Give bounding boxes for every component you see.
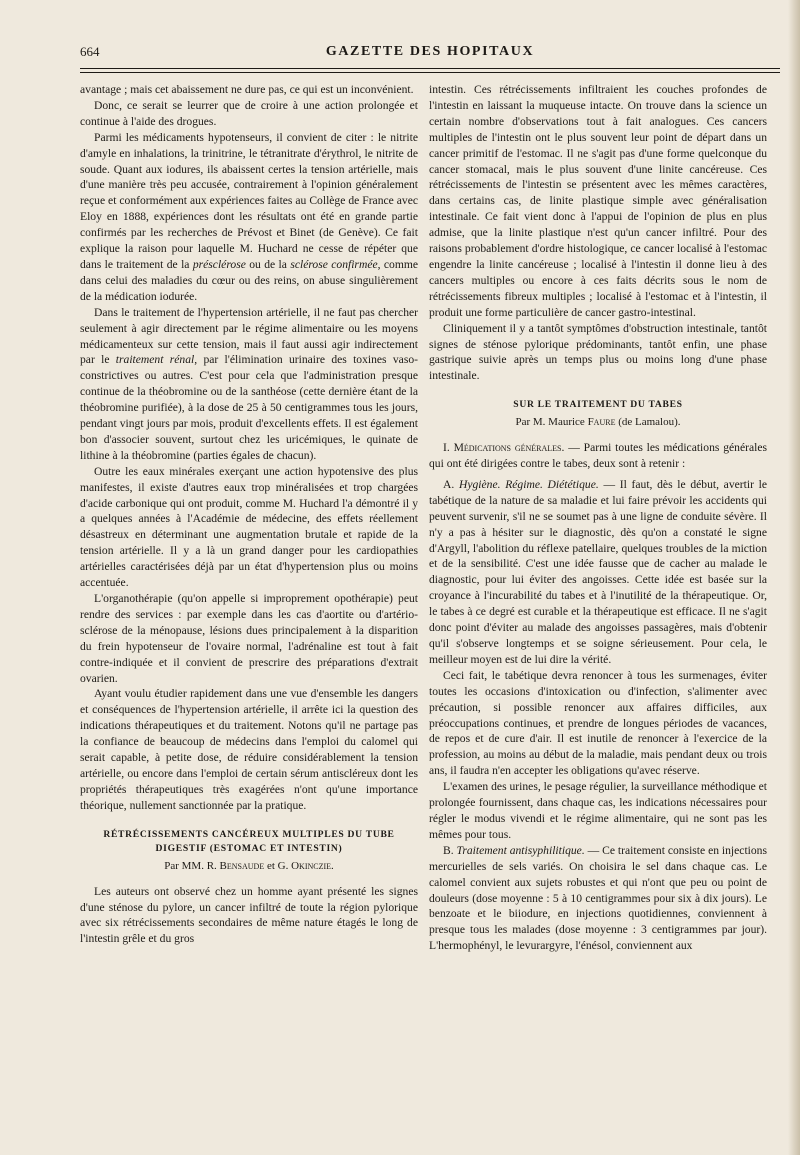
section-authors [80,859,418,875]
text-run: — Parmi toutes les médications générales qui ont été dirigées contre le tabes, deux sont à retenir : [429,441,767,471]
header-rule-thin [80,72,780,73]
paragraph [429,843,767,954]
paragraph: Ceci fait, le tabétique devra renoncer à tous les surmenages, éviter toutes les occasions d'intoxication ou d'infection, s'alimenter avec précaution, si possible renoncer aux affaires difficiles, aux préoccupations continues, et prendre de longues périodes de vacances, de repos et de cure d'air. Il est inutile de renoncer à l'exercice de la profession, au moins au début de la maladie, mais pendant deux ou trois ans, il faudra n'en accepter les obligations qu'avec réserve. [429,668,767,778]
section-title: SUR LE TRAITEMENT DU TABES [513,399,683,411]
section-authors [429,415,767,431]
left-column [80,82,418,1142]
italic-term: présclérose [192,257,246,271]
text-run: Parmi les médicaments hypotenseurs, il convient de citer : le nitrite d'amyle en inhalations, la trinitrine, le tétranitrate d'érythrol, le nitrite de soude. Quant aux iodures, ils abaissent certes la tension artérielle, mais d'une manière très peu accusée, contrairement à l'opinion généralement reçue et conformément aux expériences faites au Collège de France avec Eloy en 1888, expériences dont les résultats ont été en grande partie confirmés par les recherches de Prévost et Binet (de Genève). Ce fait explique la raison pour laquelle M. Huchard ne cesse de répéter que dans le traitement de la [80,130,418,271]
italic-term: traitement rénal [115,353,195,367]
paragraph: Outre les eaux minérales exerçant une action hypotensive des plus manifestes, il existe d'autres eaux trop minéralisées et trop chargées d'acide carbonique qui ont produit, comme M. Huchard l'a démontré il y a quelques années à l'Académie de médecine, des effets réellement désastreux en déterminant une augmentation brutale et rapide de la tension artérielle. Il y a là un grand danger pour les cardiopathies artérielles caractérisées déjà par un état d'hypertension plus ou moins accentuée. [80,464,418,590]
header-rule-thick [80,68,780,69]
paragraph: Donc, ce serait se leurrer que de croire à une action prolongée et continue à l'aide des drogues. [80,98,418,128]
text-run: B. [443,843,454,857]
subsection-heading: I. Médications générales. [443,441,565,455]
italic-term: sclérose confirmée [290,257,378,271]
paragraph: intestin. Ces rétrécissements infiltraient les couches profondes de l'intestin en laissant la muqueuse intacte. On trouve dans la science un certain nombre d'observations tout à fait analogues. Ces cancers multiples de l'intestin ont le plus souvent leur point de départ dans un cancer primitif de l'estomac. Il ne s'agit pas d'une forme quelconque du cancer stomacal, mais le plus souvent d'une linite cancéreuse. Ces rétrécissements de l'intestin se présentent avec les mêmes caractères, dans certains cas, de linite plastique simple avec généralisation intestinale. Ce fait vient donc à l'appui de l'opinion de plus en plus admise, que la linite plastique n'est qu'un cancer infiltré. Pour des raisons probablement d'ordre histologique, ce cancer localisé à l'estomac engendre la linite cancéreuse ; localisé à l'intestin il donne lieu à des cancers multiples ou encore à ces faits décrits sous le nom de rétrécissements fibreux multiples ; localisé à l'estomac et à l'intestin, il produit une forme particulière de cancer gastro-intestinal. [429,83,767,319]
author-name: Faure [587,416,616,429]
paragraph [429,477,767,668]
paragraph [80,130,418,305]
paragraph: Cliniquement il y a tantôt symptômes d'obstruction intestinale, tantôt signes de sténose pylorique prédominants, tantôt enfin, une phase gastrique suivie après un temps plus ou moins long d'une phase intestinale. [429,321,767,383]
text-run: ou de la [249,257,287,271]
text-run: , par l'élimination urinaire des toxines vaso-constrictives ou autres. C'est pour cela que l'administration presque continue de la théobromine ou de la santhéose (cette dernière étant de la théobromine purifiée), à la dose de 25 à 50 centigrammes tous les jours, pendant vingt jours par mois, produit d'excellents effets. Il est également bon d'associer souvent, surtout chez les uricémiques, le quinate de lithine à la théobromine (parties égales de chacun). [80,353,418,462]
journal-title: GAZETTE DES HOPITAUX [325,44,535,59]
paragraph: L'organothérapie (qu'on appelle si improprement opothérapie) peut rendre des services : par exemple dans les cas d'aortite ou d'artério-sclérose de la ménopause, lésions dues principalement à la disparition du frein hypotenseur de l'ovaire normal, l'adrénaline est tout à fait contre-indiquée et il convient de prescrire des préparations d'extrait ovarien. [80,592,418,685]
paragraph: Les auteurs ont observé chez un homme ayant présenté les signes d'une sténose du pylore, un cancer infiltré de toute la région pylorique avec six rétrécissements secondaires de même nature étagés le long de l'intestin grêle et du gros [80,884,418,946]
paragraph: avantage ; mais cet abaissement ne dure pas, ce qui est un inconvénient. [80,83,414,96]
text-run: Par MM. R. [164,859,217,872]
text-run: — Il faut, dès le début, avertir le tabétique de la nature de sa maladie et lui faire prévoir les accidents qui peuvent survenir, s'il ne se soumet pas à une ligne de conduite sévère. Il n'y a pas à hésiter sur le diagnostic, dès qu'on a constaté le signe d'Argyll, l'abolition du réflexe patellaire, quelques troubles de la miction et de la sensibilité. C'est une idée fausse que de cacher au malade le diagnostic, pour lui éviter des angoisses. Cette idée est basée sur la croyance à l'incurabilité du tabes et à l'inutilité de la thérapeutique. Or, le tabes à ce degré est curable et la thérapeutique est efficace. Il ne s'agit donc point d'éviter au malade des angoisses passagères, mais d'obtenir qu'il s'observe longtemps et se soigne sérieusement. Pour cela, le meilleur moyen est de lui dire la vérité. [429,477,767,666]
paragraph: L'examen des urines, le pesage régulier, la surveillance méthodique et prolongée fournissent, dans chaque cas, les indications nécessaires pour régler le modus vivendi et le régime alimentaire, qui ne sont pas les mêmes pour tous. [429,780,767,841]
right-column [429,82,767,1142]
page-number: 664 [80,44,100,59]
author-name: Bensaude [219,859,265,872]
text-run: — Ce traitement consiste en injections mercurielles de sels variés. On choisira le sel dans chaque cas. Le calomel convient aux sujets robustes et qui n'ont que peu ou point de douleurs (dose moyenne : 5 à 10 centigrammes pour six à dix jours). Le benzoate et le biiodure, en injections quotidiennes, conviennent à presque tous les malades (dose moyenne : 3 centigrammes par jour). L'hermophényl, le levurargyre, l'énésol, conviennent aux [429,843,767,953]
paragraph: Ayant voulu étudier rapidement dans une vue d'ensemble les dangers et conséquences de l'hypertension artérielle, il arrête ici la question des indications thérapeutiques et du traitement. Notons qu'il ne partage pas la confiance de beaucoup de médecins dans l'emploi du calomel qui serait capable, à petite dose, de réduire considérablement la tension artérielle, ou encore dans l'emploi de certain sérum antiscléreux dont les propriétés thérapeutiques très exagérées n'ont qu'une importance théorique, nullement sanctionnée par la pratique. [80,687,418,812]
page-edge-shadow [788,0,800,1155]
text-run: et G. [266,859,289,872]
author-name: Okinczie. [291,859,334,872]
paragraph [80,305,418,464]
text-run: Par M. Maurice [515,416,585,429]
text-run: Dans le traitement de l'hypertension artérielle, il ne faut pas chercher seulement à agir directement par le régime alimentaire ou les moyens médicamenteux sur cette tension, mais il faut aussi agir indirectement par le [80,305,418,367]
text-run: , comme dans celui des maladies du cœur ou des reins, on abuse singulièrement de la médication iodurée. [80,257,418,303]
text-run: (de Lamalou). [618,416,681,429]
section-title: RÉTRÉCISSEMENTS CANCÉREUX MULTIPLES DU TUBE DIGESTIF (ESTOMAC ET INTESTIN) [103,828,395,854]
italic-term: Traitement antisyphilitique. [456,843,585,857]
page-header [80,44,780,64]
paragraph [429,440,767,472]
italic-term: Hygiène. Régime. Diététique. [458,477,599,491]
text-run: A. [443,477,455,491]
